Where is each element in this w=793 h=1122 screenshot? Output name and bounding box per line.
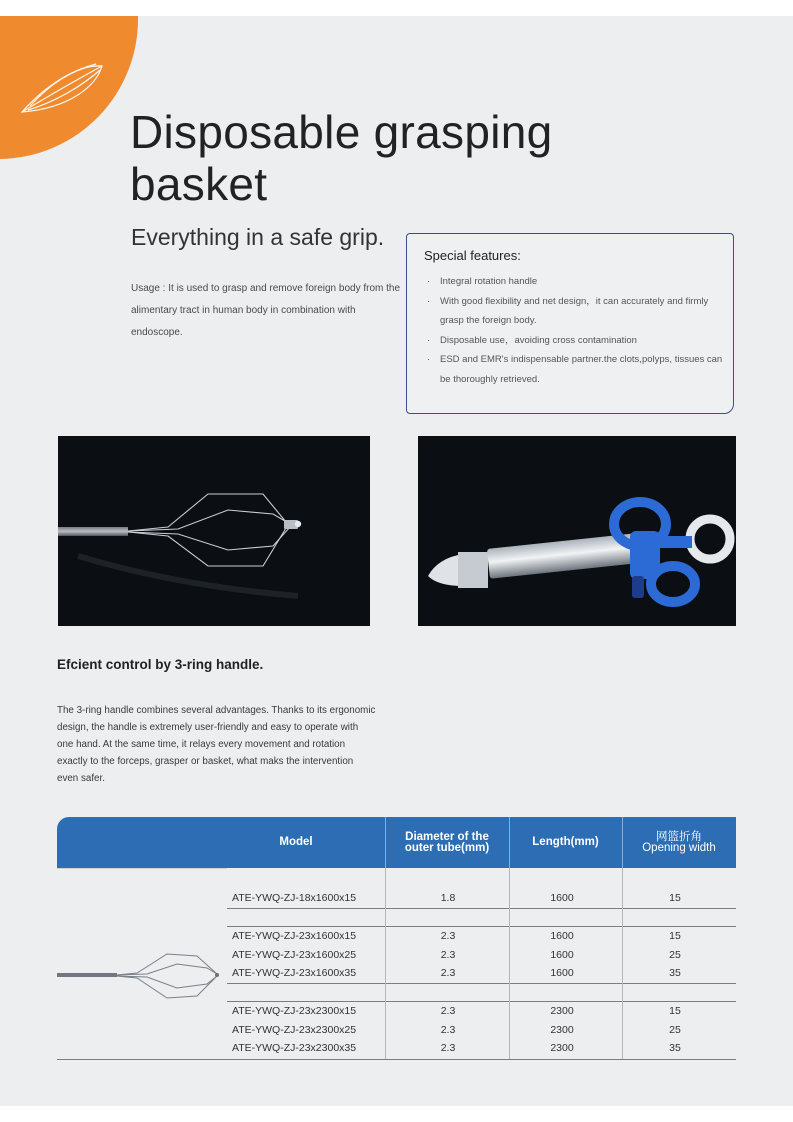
column-divider <box>509 868 510 1059</box>
spec-table-header <box>57 817 736 868</box>
cell-diameter: 2.3 <box>440 930 456 942</box>
cell-model: ATE-YWQ-ZJ-23x2300x35 <box>232 1042 357 1054</box>
cell-model: ATE-YWQ-ZJ-23x2300x15 <box>232 1005 357 1017</box>
page-title <box>130 106 553 210</box>
table-rule <box>227 1001 736 1002</box>
header-diameter: Diameter of the outer tube(mm) <box>404 830 490 854</box>
bullet-icon: · <box>427 354 431 365</box>
cell-opening: 15 <box>669 930 681 942</box>
handle-photo <box>418 436 736 626</box>
cell-model: ATE-YWQ-ZJ-23x1600x15 <box>232 930 357 942</box>
tagline: Everything in a safe grip. <box>131 224 385 250</box>
cell-opening: 15 <box>669 1005 681 1017</box>
cell-diameter: 1.8 <box>440 892 456 904</box>
feature-item: · With good flexibility and net design，it can accurately and firmly grasp the foreign body. <box>427 292 727 331</box>
header-model: Model <box>279 836 313 848</box>
bullet-icon: · <box>427 334 431 346</box>
basket-tip-photo <box>58 436 370 626</box>
feature-item: · ESD and EMR's indispensable partner.the clots,polyps, tissues can be thoroughly retrieved. <box>427 350 727 389</box>
cell-diameter: 2.3 <box>440 949 456 961</box>
header-length: Length(mm) <box>532 836 599 848</box>
features-list <box>427 272 727 389</box>
title-line-2: basket <box>130 158 268 210</box>
special-features-box <box>406 233 734 414</box>
bullet-icon: · <box>427 295 431 307</box>
feature-item: · Integral rotation handle <box>427 272 727 292</box>
table-rule <box>57 1059 736 1060</box>
cell-model: ATE-YWQ-ZJ-23x1600x35 <box>232 967 357 979</box>
cell-opening: 15 <box>669 892 681 904</box>
cell-opening: 35 <box>669 967 681 979</box>
brochure-page <box>0 16 793 1106</box>
cell-length: 2300 <box>550 1005 574 1017</box>
column-divider <box>385 868 386 1059</box>
cell-length: 1600 <box>550 930 574 942</box>
cell-diameter: 2.3 <box>440 1005 456 1017</box>
cell-length: 1600 <box>550 892 574 904</box>
cell-model: ATE-YWQ-ZJ-23x2300x25 <box>232 1024 357 1036</box>
table-rule <box>57 868 227 869</box>
cell-length: 2300 <box>550 1042 574 1054</box>
cell-model: ATE-YWQ-ZJ-23x1600x25 <box>232 949 357 961</box>
table-rule <box>227 908 736 909</box>
control-section-body: The 3-ring handle combines several advantages. Thanks to its ergonomic design, the handle is extremely user-friendly and easy to operate with one hand. At the same time, it relays every movement and rotation exactly to the forceps, grasper or basket, what maks the intervention even safer. <box>57 705 376 784</box>
cell-length: 2300 <box>550 1024 574 1036</box>
cell-opening: 25 <box>669 949 681 961</box>
header-opening-width: 网篮折角 Opening width <box>642 830 716 854</box>
cell-length: 1600 <box>550 949 574 961</box>
control-section-title: Efcient control by 3-ring handle. <box>57 657 264 672</box>
table-rule <box>227 983 736 984</box>
corner-logo-graphic <box>0 16 150 161</box>
cell-diameter: 2.3 <box>440 1042 456 1054</box>
feature-item: · Disposable use，avoiding cross contamination <box>427 331 727 351</box>
cell-diameter: 2.3 <box>440 1024 456 1036</box>
cell-diameter: 2.3 <box>440 967 456 979</box>
cell-opening: 25 <box>669 1024 681 1036</box>
table-rule <box>227 926 736 927</box>
column-divider <box>622 868 623 1059</box>
usage-text: Usage : It is used to grasp and remove foreign body from the alimentary tract in human body in combination with endoscope. <box>131 283 401 338</box>
bullet-icon: · <box>427 276 431 287</box>
cell-model: ATE-YWQ-ZJ-18x1600x15 <box>232 892 357 904</box>
features-title: Special features: <box>424 248 521 263</box>
handle-illustration <box>418 436 736 626</box>
title-line-1: Disposable grasping <box>130 106 553 158</box>
basket-diagram <box>57 946 227 1006</box>
cell-opening: 35 <box>669 1042 681 1054</box>
basket-tip-illustration <box>58 436 370 626</box>
cell-length: 1600 <box>550 967 574 979</box>
